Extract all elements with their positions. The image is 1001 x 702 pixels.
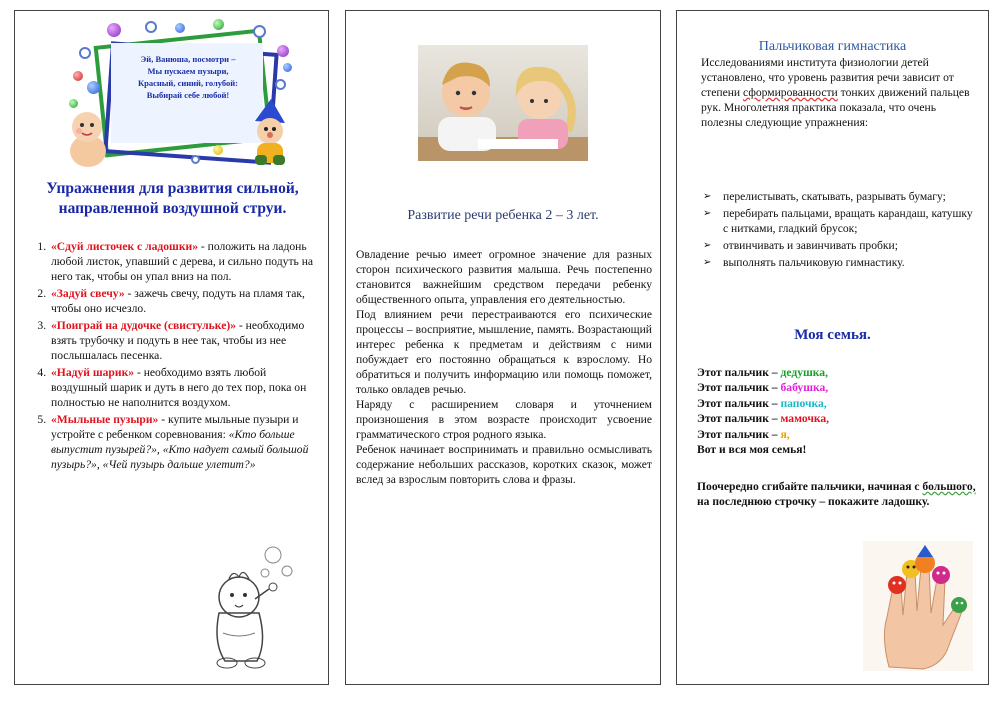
exercise-name: «Надуй шарик» [51, 366, 135, 379]
rhyme-line [697, 380, 977, 395]
list-item [689, 238, 979, 253]
list-item [49, 365, 321, 410]
paragraph: Под влиянием речи перестраиваются его психические процессы – восприятие, мышление, память. Возрастающий интерес ребенка к предметам и действиям с ними побуждает его постоянно обращаться к взрослому. Но обратиться и получить информацию или помощь поможет, только овладев речью. [356, 308, 652, 396]
poem-line: Выбирай себе любой! [146, 90, 230, 100]
intro-text: Исследованиями института физиологии детей установлено, что уровень развития речи зависит от степени [701, 56, 954, 99]
rhyme-line [697, 396, 977, 411]
rhyme-line [697, 427, 977, 442]
rhyme-line [697, 365, 977, 380]
baby-with-bubbles-sketch [195, 543, 305, 673]
rhyme-prefix: Этот пальчик – [697, 366, 781, 379]
bubble-icon [87, 81, 100, 94]
rhyme-word: мамочка, [780, 412, 830, 426]
bubble-icon [283, 63, 292, 72]
list-item [689, 255, 979, 270]
bubble-icon [79, 47, 91, 59]
finger-gymnastics-title: Пальчиковая гимнастика [758, 39, 907, 54]
bubble-icon [145, 21, 157, 33]
note-text: на последнюю строчку – покажите ладошку. [697, 495, 930, 508]
rhyme-line [697, 411, 977, 426]
bubble-icon [277, 45, 289, 57]
children-drawing-photo [418, 45, 588, 161]
exercise-text: - купите мыльные пузыри и устройте с ребенком соревнования: [51, 413, 299, 441]
list-item [49, 412, 321, 472]
bubble-icon [191, 155, 200, 164]
exercise-italic-text: «Кто больше выпустит пузырей?», «Кто надует самый большой пузырь?», «Чей пузырь дальше улетит?» [51, 428, 309, 471]
baby-figure-icon [63, 107, 113, 169]
exercise-name: «Мыльные пузыри» [51, 413, 159, 426]
rhyme-word: папочка, [780, 396, 827, 410]
list-item [689, 206, 979, 236]
exercise-name: «Сдуй листочек с ладошки» [51, 240, 198, 253]
gnome-figure-icon [241, 97, 297, 169]
exercises-title: Упражнения для развития сильной, направленной воздушной струи. [46, 180, 299, 217]
list-item-text: выполнять пальчиковую гимнастику. [723, 256, 905, 269]
brochure-panel-middle [345, 10, 661, 685]
bubble-icon [175, 23, 185, 33]
brochure-panel-right [676, 10, 989, 685]
finger-instruction-note [697, 479, 983, 509]
rhyme-word: бабушка, [780, 381, 829, 395]
paragraph: Наряду с расширением словаря и уточнением произношения в этом возрасте происходит усвоение грамматического строя родного языка. [356, 398, 652, 441]
exercise-text: - положить на ладонь любой листок, упавший с дерева, и сильно подуть на него так, чтобы он упал вниз на пол. [51, 240, 314, 283]
rhyme-prefix: Этот пальчик – [697, 396, 781, 410]
my-family-heading: Моя семья. [794, 327, 871, 343]
intro-underlined-word: сформированности [743, 86, 838, 99]
bubble-icon [213, 19, 224, 30]
exercise-text: - необходимо взять любой воздушный шарик и дуть в него до тех пор, пока он полностью не наполнится воздухом. [51, 366, 307, 409]
bubble-icon [253, 25, 266, 38]
rhyme-word: дедушка, [780, 366, 828, 379]
speech-development-title: Развитие речи ребенка 2 – 3 лет. [407, 208, 599, 223]
list-item-text: перебирать пальцами, вращать карандаш, катушку с нитками, гладкий брусок; [723, 207, 973, 235]
exercise-text: - необходимо взять трубочку и подуть в нее так, чтобы из нее послышалась песенка. [51, 319, 305, 362]
bubble-poem-illustration [63, 19, 293, 169]
list-item [49, 286, 321, 316]
list-item-text: отвинчивать и завинчивать пробки; [723, 239, 898, 252]
brochure-panel-left [14, 10, 329, 685]
rhyme-word: я, [780, 427, 790, 441]
family-rhyme [697, 365, 977, 457]
note-text: Поочередно сгибайте пальчики, начиная с [697, 480, 923, 493]
note-underlined-word: большого, [922, 480, 976, 493]
list-item [49, 239, 321, 284]
speech-development-text [356, 247, 652, 487]
poem-text [113, 53, 263, 101]
poem-line: Эй, Ванюша, посмотри – [140, 54, 236, 64]
bubble-icon [275, 79, 286, 90]
list-item-text: перелистывать, скатывать, разрывать бумагу; [723, 190, 946, 203]
list-item [689, 189, 979, 204]
intro-text: тонких движений пальцев рук. Многолетняя практика показала, что очень полезны следующие упражнения: [701, 86, 970, 129]
poem-line: Мы пускаем пузыри, [147, 66, 229, 76]
exercise-name: «Поиграй на дудочке (свистульке)» [51, 319, 236, 332]
finger-exercises-list [689, 189, 979, 272]
exercises-list [25, 239, 321, 474]
paragraph: Овладение речью имеет огромное значение для разных сторон психического развития малыша. Речь постепенно становится важнейшим средством передачи ребенку общественного опыта, управления его деятельностью. [356, 248, 652, 306]
bubble-icon [213, 145, 223, 155]
rhyme-prefix: Этот пальчик – [697, 412, 781, 426]
arrow-bullet-icon: ➢ [703, 240, 712, 251]
rhyme-line: Вот и вся моя семья! [697, 443, 807, 457]
exercise-name: «Задуй свечу» [51, 287, 125, 300]
exercise-text: - зажечь свечу, подуть на пламя так, чтобы оно исчезло. [51, 287, 305, 315]
rhyme-prefix: Этот пальчик – [697, 427, 781, 441]
rhyme-prefix: Этот пальчик – [697, 381, 781, 395]
bubble-icon [107, 23, 121, 37]
finger-gymnastics-intro [701, 55, 975, 130]
finger-puppets-hand-image [863, 541, 973, 671]
poem-line: Красный, синий, голубой: [137, 78, 239, 88]
list-item [49, 318, 321, 363]
arrow-bullet-icon: ➢ [703, 191, 712, 202]
bubble-icon [73, 71, 83, 81]
arrow-bullet-icon: ➢ [703, 257, 712, 268]
arrow-bullet-icon: ➢ [703, 208, 712, 219]
paragraph: Ребенок начинает воспринимать и правильно осмысливать содержание небольших рассказов, коротких сказок, может вслед за взрослым повторить слова и фразы. [356, 443, 652, 486]
